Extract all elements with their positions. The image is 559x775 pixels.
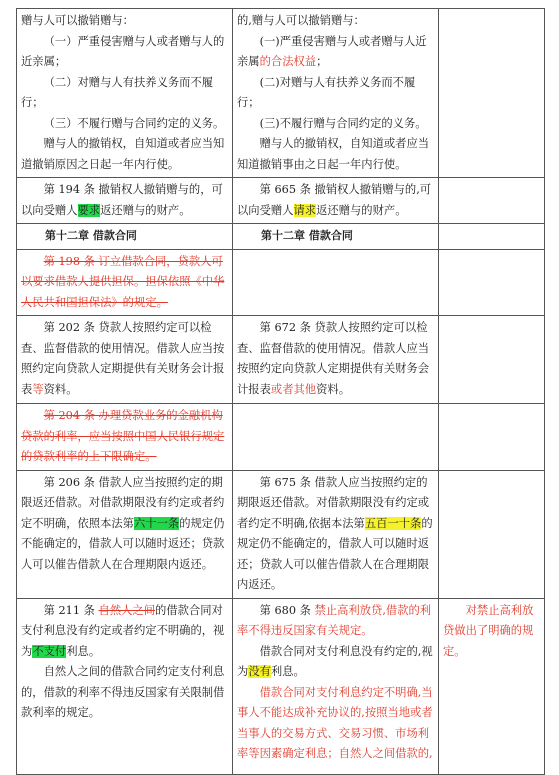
deleted-text: 第 198 条 订立借款合同，贷款人可以要求借款人提供担保。担保依照《中华人民共和国担保法》的规定。 [21,254,225,309]
table-row [17,178,545,224]
old-article-cell: 第 202 条 贷款人按照约定可以检查、监督借款的使用情况。借款人应当按照约定向贷款人定期提供有关财务会计报表等资料。 [17,316,233,404]
table-row [17,224,545,250]
old-article-cell: 赠与人可以撤销赠与： （一）严重侵害赠与人或者赠与人的近亲属； （二）对赠与人有扶养义务而不履行； （三）不履行赠与合同约定的义务。 赠与人的撤销权，自知道或者应当知道撤销原因之日起一年内行使。 [17,9,233,178]
highlighted-text: 六十一条 [133,516,180,530]
table-row [17,9,545,178]
annotation-note: 对禁止高利放贷做出了明确的规定。 [443,603,534,658]
note-cell [439,404,545,471]
chapter-heading: 第十二章 借款合同 [17,224,233,250]
highlighted-text: 五百一十条 [364,516,422,530]
deleted-text: 第 204 条 办理贷款业务的金融机构贷款的利率，应当按照中国人民银行规定的贷款利率的上下限确定。 [21,409,225,463]
new-article-cell: 第 675 条 借款人应当按照约定的期限返还借款。对借款期限没有约定或者约定不明确,依据本法第五百一十条的规定仍不能确定的，借款人可以随时返还；贷款人可以催告借款人在合理期限内返还。 [233,470,439,598]
old-article-cell: 第 211 条 自然人之间的借款合同对支付利息没有约定或者约定不明确的，视为不支付利息。 自然人之间的借款合同约定支付利息的，借款的利率不得违反国家有关限制借款利率的规定。 [17,598,233,774]
note-cell [439,249,545,316]
note-cell [439,178,545,224]
added-text: 或者其他 [270,382,317,396]
highlighted-text: 要求 [77,203,101,217]
deleted-text: 自然人之间 [98,603,156,617]
highlighted-text: 请求 [293,203,317,217]
law-comparison-table [16,8,545,775]
chapter-heading: 第十二章 借款合同 [233,224,439,250]
new-article-cell: 的,赠与人可以撤销赠与： (一)严重侵害赠与人或者赠与人近亲属的合法权益； (二)对赠与人有扶养义务而不履行； (三)不履行赠与合同约定的义务。 赠与人的撤销权，自知道或者应当知道撤销事由之日起一年内行使。 [233,9,439,178]
old-article-cell: 第 194 条 撤销权人撤销赠与的，可以向受赠人要求返还赠与的财产。 [17,178,233,224]
new-article-cell: 第 665 条 撤销权人撤销赠与的,可以向受赠人请求返还赠与的财产。 [233,178,439,224]
changed-text: 等 [32,382,44,396]
table-row [17,470,545,598]
new-article-cell [233,249,439,316]
table-row [17,316,545,404]
note-cell [439,224,545,250]
note-cell [439,598,545,774]
added-text: 禁止高利放贷,借款的利率不得违反国家有关规定。 [237,603,432,637]
table-row [17,249,545,316]
new-article-cell: 第 680 条 禁止高利放贷,借款的利率不得违反国家有关规定。 借款合同对支付利息没有约定的,视为没有利息。 借款合同对支付利息约定不明确,当事人不能达成补充协议的,按照当地或者当事人的交易方式、交易习惯、市场利率等因素确定利息；自然人之间借款的, [233,598,439,774]
highlighted-text: 没有 [248,665,271,678]
highlighted-text: 不支付 [32,644,67,658]
added-text: 的合法权益 [259,55,317,68]
added-text: 借款合同对支付利息约定不明确,当事人不能达成补充协议的,按照当地或者当事人的交易方式、交易习惯、市场利率等因素确定利息；自然人之间借款的, [237,685,433,760]
old-article-cell [17,404,233,471]
note-cell [439,9,545,178]
old-article-cell [17,249,233,316]
old-article-cell: 第 206 条 借款人应当按照约定的期限返还借款。对借款期限没有约定或者约定不明确，依照本法第六十一条的规定仍不能确定的，借款人可以随时返还；贷款人可以催告借款人在合理期限内返还。 [17,470,233,598]
note-cell [439,470,545,598]
new-article-cell [233,404,439,471]
table-row [17,598,545,774]
note-cell [439,316,545,404]
table-row [17,404,545,471]
new-article-cell: 第 672 条 贷款人按照约定可以检查、监督借款的使用情况。借款人应当按照约定向贷款人定期提供有关财务会计报表或者其他资料。 [233,316,439,404]
